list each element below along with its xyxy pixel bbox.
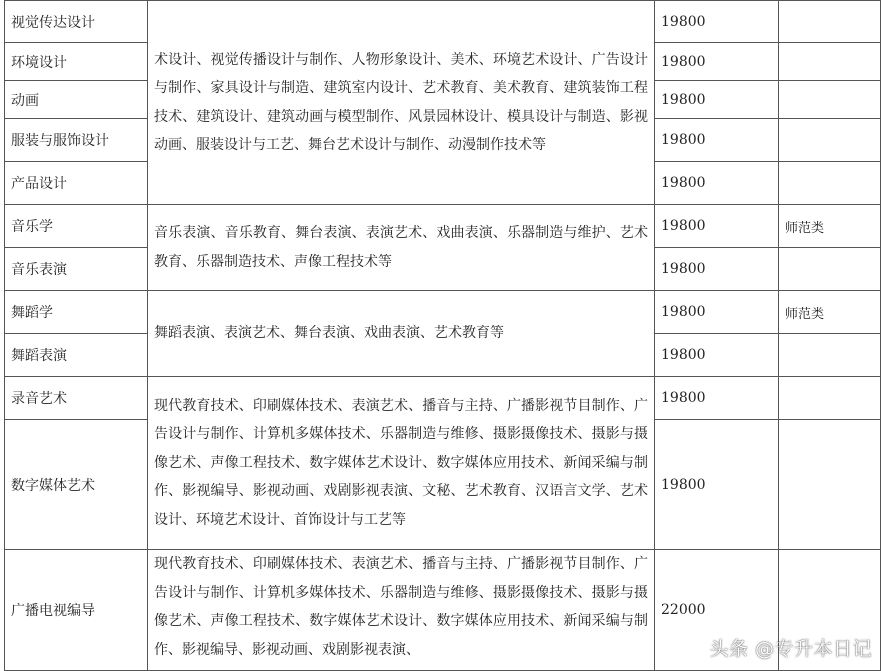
major-cell: 动画 — [5, 81, 148, 119]
related-majors-cell: 术设计、视觉传播设计与制作、人物形象设计、美术、环境艺术设计、广告设计与制作、家具设计与制造、建筑室内设计、艺术教育、美术教育、建筑装饰工程技术、建筑设计、建筑动画与模型制作、风景园林设计、模具设计与制造、影视动画、服装设计与工艺、舞台艺术设计与制作、动漫制作技术等 — [148, 1, 655, 205]
related-majors-cell: 现代教育技术、印刷媒体技术、表演艺术、播音与主持、广播影视节目制作、广告设计与制作、计算机多媒体技术、乐器制造与维修、摄影摄像技术、摄影与摄像艺术、声像工程技术、数字媒体艺术设计、数字媒体应用技术、新闻采编与制作、影视编导、影视动画、戏剧影视表演、文秘、艺术教育、汉语言文学、艺术设计、环境艺术设计、首饰设计与工艺等 — [148, 377, 655, 550]
note-cell — [779, 162, 881, 205]
major-cell: 音乐学 — [5, 205, 148, 248]
major-cell: 音乐表演 — [5, 248, 148, 291]
fee-cell: 19800 — [655, 81, 779, 119]
related-majors-cell: 现代教育技术、印刷媒体技术、表演艺术、播音与主持、广播影视节目制作、广告设计与制作、计算机多媒体技术、乐器制造与维修、摄影摄像技术、摄影与摄像艺术、声像工程技术、数字媒体艺术设计、数字媒体应用技术、新闻采编与制作、影视编导、影视动画、戏剧影视表演、 — [148, 550, 655, 671]
note-cell — [779, 248, 881, 291]
fee-cell: 19800 — [655, 205, 779, 248]
table-row — [5, 377, 881, 420]
table-row — [5, 205, 881, 248]
related-majors-cell: 音乐表演、音乐教育、舞台表演、表演艺术、戏曲表演、乐器制造与维护、艺术教育、乐器制造技术、声像工程技术等 — [148, 205, 655, 291]
note-cell: 师范类 — [779, 291, 881, 334]
major-cell: 产品设计 — [5, 162, 148, 205]
fee-cell: 19800 — [655, 291, 779, 334]
major-cell: 服装与服饰设计 — [5, 119, 148, 162]
note-cell — [779, 119, 881, 162]
note-cell — [779, 81, 881, 119]
note-cell — [779, 334, 881, 377]
watermark-text: 头条 @专升本日记 — [709, 638, 872, 660]
major-cell: 环境设计 — [5, 43, 148, 81]
major-cell: 舞蹈表演 — [5, 334, 148, 377]
fee-cell: 19800 — [655, 162, 779, 205]
fee-cell: 19800 — [655, 248, 779, 291]
fee-cell: 19800 — [655, 119, 779, 162]
fee-cell: 19800 — [655, 334, 779, 377]
fee-cell: 22000 — [655, 550, 779, 671]
table-row — [5, 1, 881, 43]
related-majors-cell: 舞蹈表演、表演艺术、舞台表演、戏曲表演、艺术教育等 — [148, 291, 655, 377]
fee-cell: 19800 — [655, 43, 779, 81]
note-cell — [779, 377, 881, 420]
note-cell: 师范类 — [779, 205, 881, 248]
fee-cell: 19800 — [655, 377, 779, 420]
major-cell: 录音艺术 — [5, 377, 148, 420]
note-cell — [779, 1, 881, 43]
fee-cell: 19800 — [655, 1, 779, 43]
major-cell: 视觉传达设计 — [5, 1, 148, 43]
note-cell — [779, 420, 881, 550]
major-table — [4, 0, 881, 671]
major-cell: 广播电视编导 — [5, 550, 148, 671]
major-cell: 数字媒体艺术 — [5, 420, 148, 550]
fee-cell: 19800 — [655, 420, 779, 550]
major-cell: 舞蹈学 — [5, 291, 148, 334]
table-row — [5, 291, 881, 334]
note-cell — [779, 43, 881, 81]
